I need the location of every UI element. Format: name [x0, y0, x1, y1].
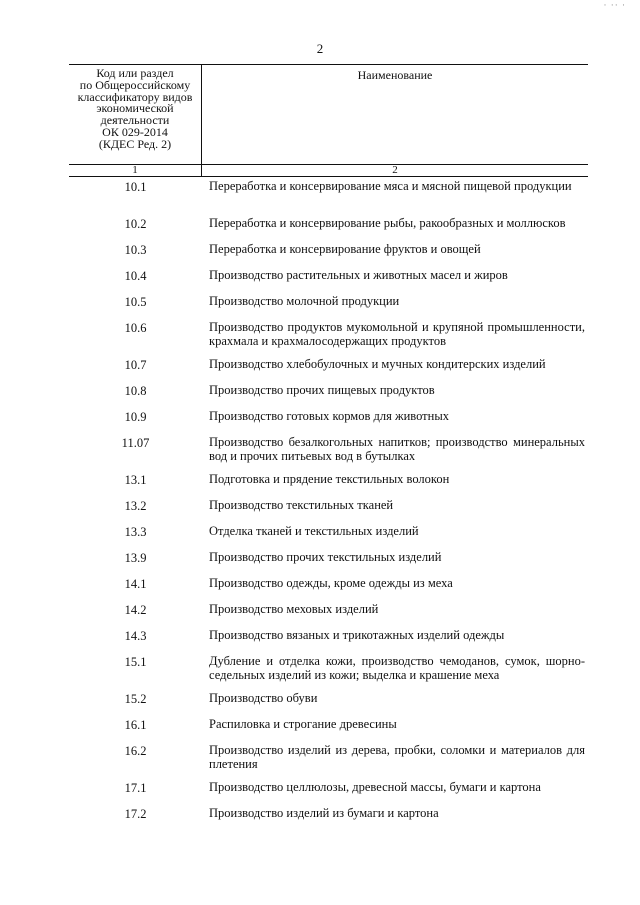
- table-row: [69, 629, 588, 655]
- row-name: Производство безалкогольных напитков; производство минеральных вод и прочих питьевых вод в бутылках: [209, 435, 585, 463]
- header-code-column: [69, 65, 202, 164]
- row-code: 17.1: [124, 781, 147, 795]
- row-code: 10.5: [124, 295, 147, 309]
- table-row: [69, 217, 588, 243]
- table-row: [69, 655, 588, 692]
- column-number-name: 2: [392, 164, 398, 176]
- page-number: 2: [316, 41, 324, 56]
- header-code-line: ОК 029-2014: [102, 124, 168, 139]
- row-code: 15.1: [124, 655, 147, 669]
- table-row: [69, 436, 588, 473]
- row-name: Производство прочих текстильных изделий: [209, 550, 442, 564]
- header-row: [69, 65, 588, 164]
- row-code: 15.2: [124, 692, 147, 706]
- table-row: [69, 499, 588, 525]
- row-code: 16.1: [124, 718, 147, 732]
- table-header: [69, 64, 588, 177]
- table-row: [69, 295, 588, 321]
- row-code: 10.4: [124, 269, 147, 283]
- table-row: [69, 781, 588, 807]
- row-code: 17.2: [124, 807, 147, 821]
- row-code: 10.2: [124, 217, 147, 231]
- row-name: Переработка и консервирование мяса и мясной пищевой продукции: [209, 179, 572, 193]
- row-code: 10.7: [124, 358, 147, 372]
- header-code-line: классификатору видов: [77, 89, 193, 104]
- row-name: Производство меховых изделий: [209, 602, 379, 616]
- row-code: 16.2: [124, 744, 147, 758]
- row-name: Переработка и консервирование рыбы, ракообразных и моллюсков: [209, 216, 566, 230]
- table-row: [69, 473, 588, 499]
- corner-mark: · ·· ·: [603, 0, 626, 10]
- row-name: Производство готовых кормов для животных: [209, 409, 449, 423]
- row-name: Производство изделий из бумаги и картона: [209, 806, 439, 820]
- table-row: [69, 410, 588, 436]
- row-name: Производство продуктов мукомольной и крупяной промышленности, крахмала и крахмалосодержащих продуктов: [209, 320, 585, 348]
- row-name: Производство изделий из дерева, пробки, соломки и материалов для плетения: [209, 743, 585, 771]
- row-name: Производство хлебобулочных и мучных кондитерских изделий: [209, 357, 546, 371]
- row-code: 13.1: [124, 473, 147, 487]
- column-number-row: [69, 164, 588, 177]
- table-row: [69, 321, 588, 358]
- table-row: [69, 551, 588, 577]
- table-row: [69, 577, 588, 603]
- row-name: Производство молочной продукции: [209, 294, 400, 308]
- table-row: [69, 807, 588, 833]
- row-name: Производство прочих пищевых продуктов: [209, 383, 435, 397]
- table-body: [69, 180, 588, 833]
- row-code: 10.9: [124, 410, 147, 424]
- row-name: Производство вязаных и трикотажных изделий одежды: [209, 628, 505, 642]
- row-name: Дубление и отделка кожи, производство чемоданов, сумок, шорно-седельных изделий из кожи; выделка и крашение меха: [209, 654, 585, 682]
- table-row: [69, 744, 588, 781]
- table-row: [69, 243, 588, 269]
- row-code: 13.9: [124, 551, 147, 565]
- row-code: 13.2: [124, 499, 147, 513]
- row-name: Отделка тканей и текстильных изделий: [209, 524, 419, 538]
- table-row: [69, 269, 588, 295]
- header-name-column: Наименование: [357, 68, 433, 82]
- header-code-line: по Общероссийскому: [79, 77, 191, 92]
- header-code-line: экономической: [96, 101, 174, 116]
- row-code: 10.1: [124, 180, 147, 194]
- row-code: 13.3: [124, 525, 147, 539]
- row-name: Подготовка и прядение текстильных волокон: [209, 472, 450, 486]
- row-name: Производство целлюлозы, древесной массы, бумаги и картона: [209, 780, 541, 794]
- table-row: [69, 384, 588, 410]
- header-code-line: Код или раздел: [96, 66, 174, 80]
- row-code: 10.3: [124, 243, 147, 257]
- row-code: 14.1: [124, 577, 147, 591]
- row-code: 10.8: [124, 384, 147, 398]
- row-code: 11.07: [121, 436, 150, 450]
- table-row: [69, 358, 588, 384]
- row-code: 14.3: [124, 629, 147, 643]
- row-name: Переработка и консервирование фруктов и овощей: [209, 242, 481, 256]
- row-name: Производство растительных и животных масел и жиров: [209, 268, 508, 282]
- row-name: Производство текстильных тканей: [209, 498, 394, 512]
- table-row: [69, 718, 588, 744]
- header-code-line: деятельности: [100, 113, 170, 128]
- row-name: Производство одежды, кроме одежды из меха: [209, 576, 453, 590]
- row-name: Производство обуви: [209, 691, 318, 705]
- header-code-line: (КДЕС Ред. 2): [98, 136, 172, 151]
- table-row: [69, 525, 588, 551]
- row-code: 10.6: [124, 321, 147, 335]
- row-code: 14.2: [124, 603, 147, 617]
- table-row: [69, 603, 588, 629]
- table-row: [69, 692, 588, 718]
- table-row: [69, 180, 588, 217]
- column-number-code: 1: [69, 165, 202, 176]
- row-name: Распиловка и строгание древесины: [209, 717, 397, 731]
